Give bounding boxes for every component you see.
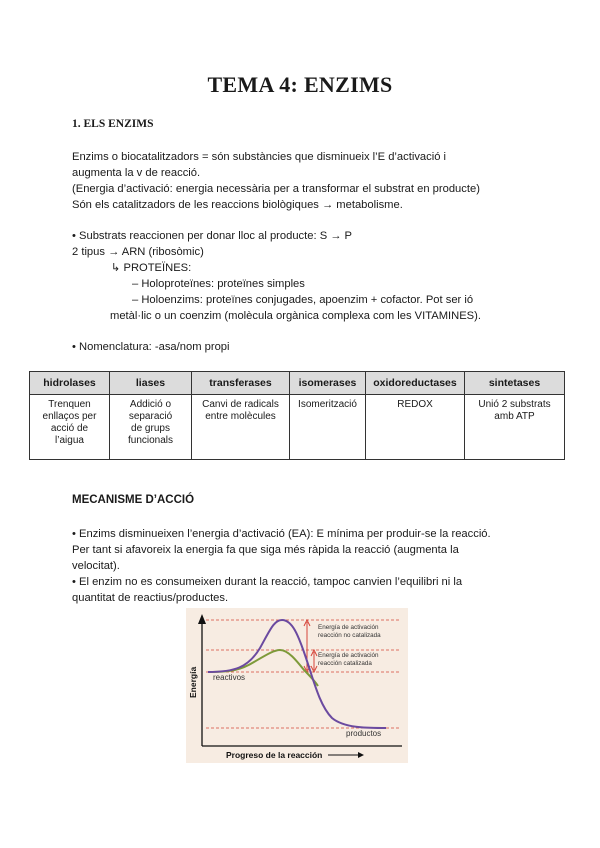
cell-line: REDOX bbox=[397, 399, 433, 410]
types-line: – Holoenzims: proteïnes conjugades, apoenzim + cofactor. Pot ser ió bbox=[132, 294, 474, 306]
cell-line: Canvi de radicals bbox=[202, 399, 279, 410]
cell-line: Isomerització bbox=[298, 399, 357, 410]
table-header-cell: liases bbox=[110, 372, 192, 395]
reactants-label: reactivos bbox=[213, 673, 246, 682]
cell-line: Unió 2 substrats bbox=[478, 399, 551, 410]
types-line: ↳ PROTEÏNES: bbox=[111, 262, 192, 274]
label-uncatalyzed-line2: reacción no catalizada bbox=[318, 632, 381, 639]
mechanism-line: quantitat de reactius/productes. bbox=[72, 592, 229, 604]
mechanism-line: • Enzims disminueixen l’energia d’activació (EA): E mínima per produir-se la reacció. bbox=[72, 528, 491, 540]
intro-line: Enzims o biocatalitzadors = són substàncies que disminueix l’E d’activació i bbox=[72, 151, 447, 163]
intro-line: augmenta la v de reacció. bbox=[72, 167, 201, 179]
table-header-cell: isomerases bbox=[290, 372, 366, 395]
label-catalyzed-line2: reacción catalizada bbox=[318, 660, 372, 667]
y-axis-label: Energía bbox=[188, 666, 198, 698]
cell-line: amb ATP bbox=[494, 411, 535, 422]
table-header-cell: hidrolases bbox=[30, 372, 110, 395]
nomenclature-line: • Nomenclatura: -asa/nom propi bbox=[72, 341, 230, 353]
table-cell-hidrolases bbox=[30, 395, 110, 460]
table-header-cell: transferases bbox=[192, 372, 290, 395]
mechanism-line: velocitat). bbox=[72, 560, 120, 572]
cell-line: funcionals bbox=[127, 435, 174, 446]
section-heading-mecanisme: MECANISME D’ACCIÓ bbox=[72, 494, 195, 506]
label-catalyzed-line1: Energía de activación bbox=[318, 652, 379, 659]
table-cell-oxidoreductases bbox=[366, 395, 465, 460]
products-label: productos bbox=[346, 729, 382, 738]
cell-line: entre molècules bbox=[205, 411, 276, 422]
mechanism-line: Per tant si afavoreix la energia fa que siga més ràpida la reacció (augmenta la bbox=[72, 544, 459, 556]
enzyme-classes-table bbox=[29, 371, 565, 460]
table-header-cell: oxidoreductases bbox=[366, 372, 465, 395]
table-cell-liases bbox=[110, 395, 192, 460]
table-header-row bbox=[30, 372, 565, 395]
types-line: metàl·lic o un coenzim (molècula orgànica complexa com les VITAMINES). bbox=[110, 310, 481, 322]
page-title: TEMA 4: ENZIMS bbox=[207, 72, 393, 97]
cell-line: acció de bbox=[50, 423, 89, 434]
cell-line: de grups bbox=[131, 423, 170, 434]
table-cell-sintetases bbox=[465, 395, 565, 460]
intro-line: (Energia d’activació: energia necessària per a transformar el substrat en producte) bbox=[72, 183, 480, 195]
mechanism-line: • El enzim no es consumeixen durant la reacció, tampoc canvien l’equilibri ni la bbox=[72, 576, 463, 588]
section-heading-enzims: 1. ELS ENZIMS bbox=[72, 118, 154, 130]
energy-diagram bbox=[186, 608, 408, 763]
label-uncatalyzed-line1: Energía de activación bbox=[318, 624, 379, 631]
types-line: 2 tipus → ARN (ribosòmic) bbox=[72, 246, 204, 258]
x-axis-label: Progreso de la reacción bbox=[226, 750, 323, 760]
table-row bbox=[30, 395, 565, 460]
types-line: • Substrats reaccionen per donar lloc al producte: S → P bbox=[72, 230, 353, 242]
cell-line: separació bbox=[128, 411, 173, 422]
table-header-cell: sintetases bbox=[465, 372, 565, 395]
table-cell-isomerases bbox=[290, 395, 366, 460]
cell-line: enllaços per bbox=[42, 411, 97, 422]
cell-line: l’aigua bbox=[55, 435, 84, 446]
cell-line: Trenquen bbox=[48, 399, 91, 410]
intro-line: Són els catalitzadors de les reaccions biològiques → metabolisme. bbox=[72, 199, 403, 211]
types-line: – Holoproteïnes: proteïnes simples bbox=[132, 278, 305, 290]
activation-energy-figure bbox=[186, 608, 408, 763]
cell-line: Addició o bbox=[129, 399, 172, 410]
table-cell-transferases bbox=[192, 395, 290, 460]
